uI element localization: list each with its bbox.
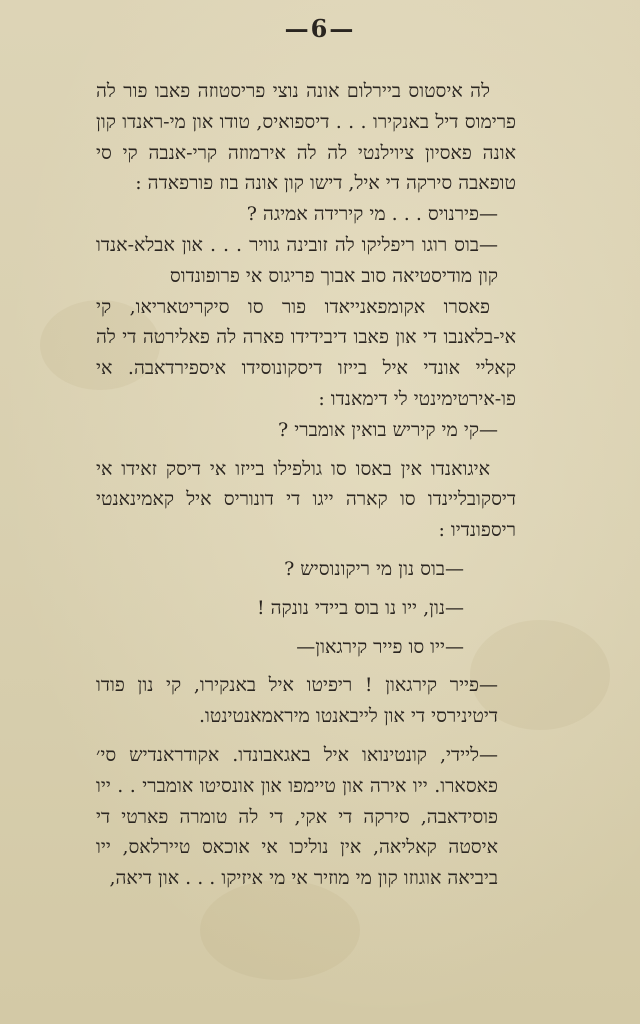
paragraph-intro: לה איסטוס ביירלום אונה נוצי פריסטוזה פאבו פור לה פרימוס דיל באנקירו . . . דיספואיס, טודו און מי-ראנדו קון אונה פאסיון ציוילנטי לה לה אירמוזה קרי-אנבה קי סי טופאבה סירקה די איל, דישו קון אונה בוז פורפאדה : [96, 80, 516, 195]
body-text [96, 76, 516, 894]
dialogue-line: —נון, ייו נו בוס ביידי נונקה ! [256, 596, 464, 619]
paragraph-narration: איגואנדו אין באסו סו גולפילו בייזו אי דיסק זאידו אי דיסקובליינדו סו קארה ייגו די דונוריס איל קאמינאנטי ריספונדיו : [96, 457, 516, 542]
dialogue-line: —בוס רוגו ריפליקו לה זובינה גוויר . . . און אבלא-אנדו קון מודיסטיאה סוב אבוך פריגוס אי פרופונדוס [96, 233, 498, 287]
dialogue-line: —בוס נון מי ריקונוסיש ? [284, 557, 464, 580]
paper-stain [200, 880, 360, 980]
dialogue-line: —ליידי, קונטינואו איל באגאבונדו. אקודראנדיש סי׳ פאסארו. ייו אירה און טיימפו און אונסיטו אומברי . . ייו פוסידאבה, סירקה די אקי, די לה טומרה פארטי די איסטה קאליאה, אין נוליכו אי אוכאס טיירלאס, ייו ביביאה אוגוזו קון מי מוזיר אי מי איזיקו . . . און דיאה, [96, 743, 498, 890]
page-number: —6— [284, 14, 356, 43]
dialogue-line: —פירנויס . . . מי קירידה אמיגה ? [246, 203, 498, 226]
dialogue-line: —קי מי קיריש בואין אומברי ? [278, 418, 498, 441]
paragraph-narration: פאסרו אקומפאנייאדו פור סו סיקריטאריאו, קי אי-בלאנבו די און פאבו דיבידידו פארה לה פאלירטה די לה קאליי אונדי איל בייזו דיסקונוסידו איספירדאבה. אי פו-אירטימינטי לי דימאנדו : [96, 295, 516, 410]
dialogue-line: —פייר קירגאון ! ריפיטו איל באנקירו, קי נון פודו דיטינירסי די און לייבאנטו מיראמאנטינטו. [96, 674, 498, 728]
dialogue-line: —ייו סו פייר קירגאון— [296, 635, 464, 658]
